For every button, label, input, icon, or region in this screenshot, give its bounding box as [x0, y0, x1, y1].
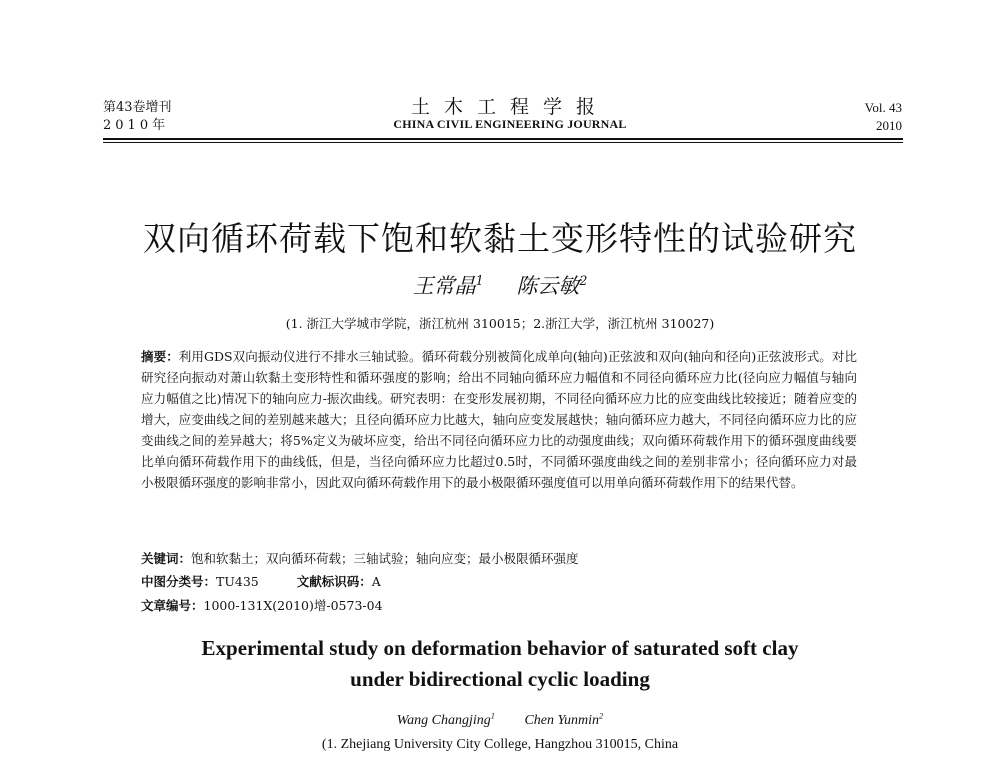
abstract-label: 摘要：	[141, 349, 179, 364]
article-title-en	[100, 633, 900, 695]
abstract	[141, 346, 857, 493]
year-en: 2010	[876, 118, 902, 133]
keywords	[141, 549, 579, 567]
author-cn-2: 陈云敏$^2$	[516, 273, 588, 298]
author-en-2: Chen Yunmin$^2$	[524, 711, 604, 728]
keywords-text: 饱和软黏土；双向循环荷载；三轴试验；轴向应变；最小极限循环强度	[191, 551, 579, 566]
title-en-line-2: under bidirectional cyclic loading	[350, 667, 650, 691]
article-no-value: 1000-131X(2010)增-0573-04	[203, 598, 383, 613]
clc-label: 中图分类号：	[141, 574, 217, 589]
document-code	[297, 574, 381, 589]
clc-value: TU435	[216, 574, 259, 589]
author-cn-1: 王常晶$^1$	[412, 273, 484, 298]
volume-en: Vol. 43	[864, 100, 902, 115]
article-no-label: 文章编号：	[141, 598, 204, 613]
affiliation-cn: (1. 浙江大学城市学院，浙江杭州 310015；2.浙江大学，浙江杭州 310027)	[285, 316, 715, 331]
authors-cn	[0, 270, 1000, 300]
header-rule-thick	[103, 138, 903, 140]
doc-code-value: A	[371, 574, 381, 589]
article-title-cn: 双向循环荷载下饱和软黏土变形特性的试验研究	[143, 219, 857, 258]
doc-code-label: 文献标识码：	[296, 574, 372, 589]
abstract-text: 利用GDS双向振动仪进行不排水三轴试验。循环荷载分别被简化成单向(轴向)正弦波和双向(轴向和径向)正弦波形式。对比研究径向振动对萧山软黏土变形特性和循环强度的影响；给出不同轴向循环应力幅值和不同径向循环应力比(径向应力幅值与轴向应力幅值之比)情况下的轴向应力-振次曲线。研究表明：在变形发展初期，不同径向循环应力比的应变曲线比较接近；随着应变的增大，应变曲线之间的差别越来越大；且径向循环应力比越大，轴向应变发展越快；轴向循环应力越大，不同径向循环应力比的应变曲线之间的差异越大；将5%定义为破坏应变，给出不同径向循环应力比的动强度曲线；双向循环荷载作用下的循环强度曲线要比单向循环荷载作用下的曲线低，但是，当径向循环应力比超过0.5时，不同循环强度曲线之间的差别非常小；径向循环应力对最小极限循环强度的影响非常小，因此双向循环荷载作用下的最小极限循环强度值可以用单向循环荷载作用下的结果代替。	[141, 349, 857, 490]
year-cn: 2010年	[103, 118, 170, 133]
keywords-label: 关键词：	[141, 551, 192, 566]
author-en-1: Wang Changjing$^1$	[396, 711, 495, 728]
header-rule-thin	[103, 142, 903, 143]
journal-name-cn: 土木工程学报	[410, 96, 609, 118]
volume-issue: 第43卷增刊	[103, 100, 172, 115]
authors-en	[0, 711, 1000, 729]
article-number	[141, 596, 383, 614]
classification-row	[141, 572, 381, 590]
journal-name-en: CHINA CIVIL ENGINEERING JOURNAL	[393, 117, 627, 131]
affiliation-en: (1. Zhejiang University City College, Hangzhou 310015, China	[321, 737, 679, 752]
title-en-line-1: Experimental study on deformation behavior of saturated soft clay	[201, 636, 799, 660]
